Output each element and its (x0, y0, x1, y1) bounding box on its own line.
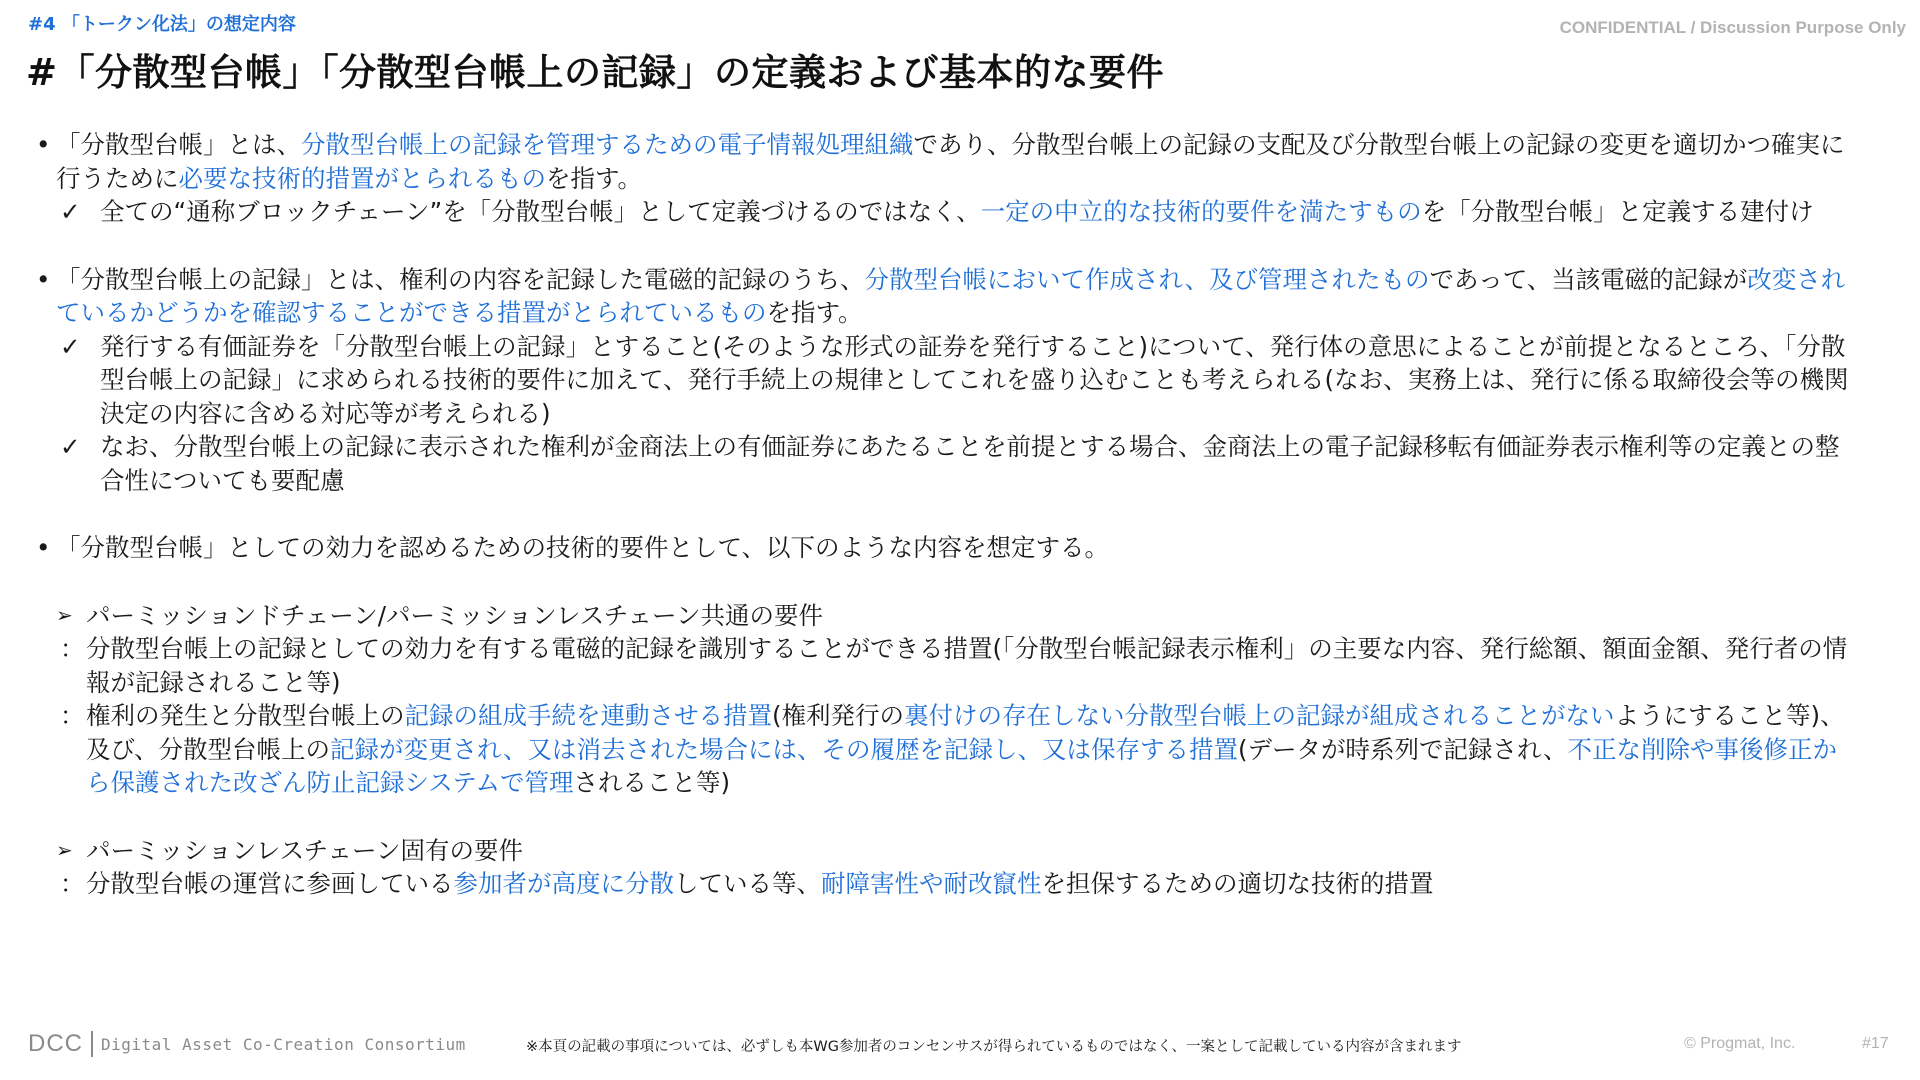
highlight-text: 参加者が高度に分散 (453, 869, 674, 898)
text: 「分散型台帳上の記録」とは、権利の内容を記録した電磁的記録のうち、 (56, 264, 865, 294)
text: 「分散型台帳」とは、 (56, 130, 301, 159)
logo-main-text: DCC (28, 1030, 83, 1057)
page-number: #17 (1862, 1035, 1889, 1052)
check-icon: ✓ (60, 331, 81, 361)
heading-common-requirements (36, 599, 1856, 633)
requirement-linkage-and-history (36, 699, 1856, 800)
arrow-right-icon: ➢ (56, 837, 73, 862)
highlight-text: 記録の組成手続を連動させる措置 (404, 701, 772, 730)
logo-divider (91, 1031, 93, 1057)
confidential-notice: CONFIDENTIAL / Discussion Purpose Only (1559, 18, 1906, 37)
text: を指す。 (546, 163, 643, 193)
text: 権利の発生と分散型台帳上の (86, 701, 405, 730)
spacer (36, 229, 1856, 263)
text: を担保するための適切な技術的措置 (1041, 869, 1434, 898)
text: 分散型台帳上の記録としての効力を有する電磁的記録を識別することができる措置(「分散型台帳記録表示権利」の主要な内容、発行総額、額面金額、発行者の情報が記録されること等) (86, 634, 1848, 697)
text: されること等) (573, 768, 731, 797)
section-label: #4 「トークン化法」の想定内容 (28, 14, 296, 35)
footer-disclaimer: ※本頁の記載の事項については、必ずしも本WG参加者のコンセンサスが得られているものではなく、一案として記載している内容が含まれます (526, 1039, 1462, 1055)
text: なお、分散型台帳上の記録に表示された権利が金商法上の有価証券にあたることを前提とする場合、金商法上の電子記録移転有価証券表示権利等の定義との整合性についても要配慮 (100, 432, 1840, 495)
highlight-text: 改変されているかどうかを確認することができる措置がとられているもの (56, 264, 1846, 327)
text: であって、当該電磁的記録が (1429, 264, 1748, 294)
highlight-text: 分散型台帳上の記録を管理するための電子情報処理組織 (301, 130, 914, 159)
dcc-logo (28, 1030, 466, 1058)
bullet-distributed-ledger-definition (36, 128, 1856, 195)
text: であり、分散型台帳上の記録の支配及び分散型台帳上の記録の変更を適切かつ確実に行うために (56, 130, 1845, 193)
spacer (36, 497, 1856, 531)
text: 全ての“通称ブロックチェーン”を「分散型台帳」として定義づけるのではなく、 (100, 197, 981, 226)
bullet-technical-requirements (36, 531, 1856, 565)
text: パーミッションドチェーン/パーミッションレスチェーン共通の要件 (86, 600, 824, 630)
text: 「分散型台帳」としての効力を認めるための技術的要件として、以下のような内容を想定する。 (56, 533, 1110, 562)
highlight-text: 記録が変更され、又は消去された場合には、その履歴を記録し、又は保存する措置 (330, 734, 1238, 764)
check-icon: ✓ (60, 197, 81, 226)
requirement-decentralization (36, 867, 1856, 901)
requirement-identification (36, 632, 1856, 699)
check-icon: ✓ (60, 432, 81, 461)
highlight-text: 耐障害性や耐改竄性 (821, 869, 1042, 898)
text: を「分散型台帳」と定義する建付け (1421, 197, 1814, 226)
slide-body (36, 128, 1856, 901)
colon-marker: ： (60, 701, 85, 730)
text: (権利発行の (772, 701, 905, 730)
bullet-ledger-record-definition (36, 263, 1856, 330)
highlight-text: 不正な削除や事後修正から保護された改ざん防止記録システムで管理 (86, 734, 1838, 797)
highlight-text: 裏付けの存在しない分散型台帳上の記録が組成されることがない (904, 701, 1615, 730)
text: 分散型台帳の運営に参画している (86, 869, 454, 898)
logo-sub-text: Digital Asset Co-Creation Consortium (101, 1034, 466, 1054)
spacer (36, 565, 1856, 599)
text: パーミッションレスチェーン固有の要件 (86, 835, 523, 865)
text: 発行する有価証券を「分散型台帳上の記録」とすること(そのような形式の証券を発行すること)について、発行体の意思によることが前提となるところ、「分散型台帳上の記録」に求められる技術的要件に加えて、発行手続上の規律としてこれを盛り込むことも考えられる(なお、実務上は、発行に係る取締役会等の機関決定の内容に含める対応等が考えられる) (100, 331, 1849, 428)
highlight-text: 一定の中立的な技術的要件を満たすもの (980, 197, 1422, 226)
text: を指す。 (766, 298, 863, 327)
text: している等、 (674, 869, 821, 898)
heading-permissionless-requirements (36, 834, 1856, 868)
text: ようにすること等)、及び、分散型台帳上の (86, 701, 1845, 764)
highlight-text: 分散型台帳において作成され、及び管理されたもの (864, 264, 1430, 294)
copyright: © Progmat, Inc. (1684, 1035, 1796, 1052)
check-item-issuer-intent (36, 330, 1856, 431)
text: (データが時系列で記録され、 (1238, 734, 1568, 764)
arrow-right-icon: ➢ (56, 602, 73, 627)
check-item-fiea-consistency (36, 430, 1856, 497)
colon-marker: ： (60, 869, 85, 898)
spacer (36, 800, 1856, 834)
page-title: #「分散型台帳」「分散型台帳上の記録」の定義および基本的な要件 (26, 51, 1165, 94)
colon-marker: ： (60, 634, 85, 663)
highlight-text: 必要な技術的措置がとられるもの (178, 163, 546, 193)
check-item-blockchain-scope (36, 195, 1856, 229)
